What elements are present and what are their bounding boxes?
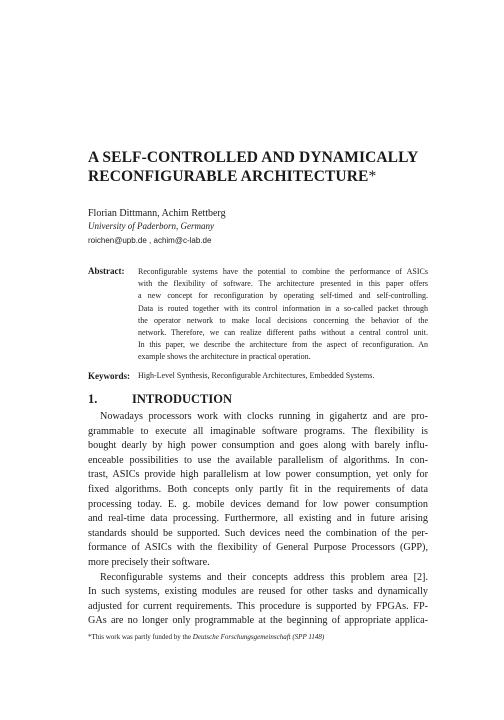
title-footnote-mark: * xyxy=(368,168,377,185)
abstract-line: with the flexibility of software. The architecture presented in this paper offers xyxy=(138,279,428,289)
abstract-line: Data is routed together with its control information in a so-called packet through xyxy=(138,303,428,313)
body-line: bought dearly by high power consumption and goes along with barely influ- xyxy=(88,440,428,452)
introduction-body xyxy=(88,410,428,629)
author-emails: roichen@upb.de , achim@c-lab.de xyxy=(88,236,212,245)
body-line: trast, ASICs provide high parallelism at low power consumption, yet only for xyxy=(88,469,428,481)
body-line: fixed algorithms. Both concepts only partly fit in the requirements of data xyxy=(88,483,428,495)
body-line: formance of ASICs with the flexibility of General Purpose Processors (GPP), xyxy=(88,542,428,554)
body-line: adjusted for current requirements. This procedure is supported by FPGAs. FP- xyxy=(88,600,428,612)
body-line: Nowadays processors work with clocks running in gigahertz and are pro- xyxy=(100,411,428,422)
body-line: Reconfigurable systems and their concepts address this problem area [2]. xyxy=(100,571,428,583)
title-line-2-text: RECONFIGURABLE ARCHITECTURE xyxy=(88,168,369,185)
abstract-line: In this paper, we describe the architecture from the aspect of reconfiguration. An xyxy=(138,340,428,350)
title-line-2 xyxy=(88,167,428,186)
author-affiliation: University of Paderborn, Germany xyxy=(88,221,214,231)
author-names: Florian Dittmann, Achim Rettberg xyxy=(88,208,226,219)
body-line: grammable to execute all imaginable software programs. The flexibility is xyxy=(88,425,428,437)
footnote-funder: Deutsche Forschungsgemeinschaft (SPP 1148) xyxy=(192,633,325,641)
body-line: standards should be supported. Such devices need the combination of the per- xyxy=(88,527,428,539)
body-line: enceable possibilities to use the available parallelism of algorithms. In con- xyxy=(88,454,428,466)
keywords-label: Keywords: xyxy=(88,371,130,381)
abstract-line: the operator network to make local decisions concerning the behavior of the xyxy=(138,315,428,325)
body-line: processing today. E. g. mobile devices demand for low power consumption xyxy=(88,498,428,510)
abstract-line: Reconfigurable systems have the potential to combine the performance of ASICs xyxy=(138,267,428,276)
body-line: GAs are no longer only programmable at the beginning of appropriate applica- xyxy=(88,615,428,627)
keywords-text: High-Level Synthesis, Reconfigurable Architectures, Embedded Systems. xyxy=(138,371,375,380)
footnote-prefix: *This work was partly funded by the xyxy=(88,633,193,641)
section-title: INTRODUCTION xyxy=(132,392,233,406)
footnote xyxy=(88,633,324,641)
body-line: more precisely their software. xyxy=(88,556,210,568)
abstract-line: a new concept for reconfiguration by operating self-timed and self-controlling. xyxy=(138,291,428,301)
section-number: 1. xyxy=(88,392,98,406)
paper-title xyxy=(88,148,428,186)
body-line: In such systems, existing modules are reused for other tasks and dynamically xyxy=(88,586,428,598)
abstract-line: example shows the architecture in practical operation. xyxy=(138,352,311,362)
title-line-1: A SELF-CONTROLLED AND DYNAMICALLY xyxy=(88,149,419,166)
abstract-label: Abstract: xyxy=(88,266,125,276)
body-line: and real-time data processing. Furthermore, all existing and in future arising xyxy=(88,513,428,525)
abstract-line: network. Therefore, we can realize different paths without a central control unit. xyxy=(138,328,428,338)
abstract-text xyxy=(138,266,428,364)
